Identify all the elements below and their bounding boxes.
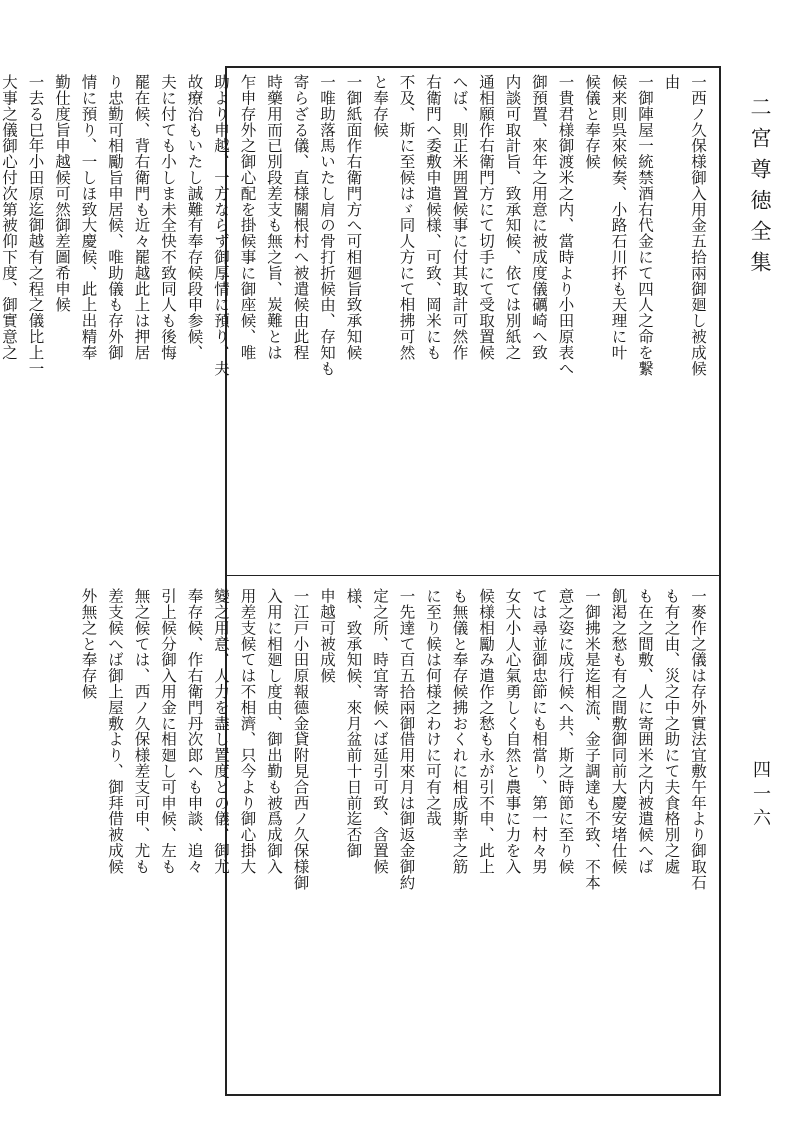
text-column: 入用に相廻し度由、御出勤も被爲成御入 bbox=[265, 588, 283, 875]
series-title: 二宮尊徳全集 bbox=[748, 96, 772, 282]
text-column: へば、則正米囲置候事に付其取計可然作 bbox=[450, 74, 469, 361]
text-column: 候来則呉來候奏、小路石川抔も天理に叶 bbox=[609, 74, 628, 361]
text-column: 大事之儀御心付次第被仰下度、御實意之 bbox=[0, 74, 18, 361]
text-column: 一御陣屋一統禁酒右代金にて四人之命を繋 bbox=[636, 74, 654, 377]
text-column: 乍申存外之御心配を掛候事に御座候、唯 bbox=[238, 74, 257, 361]
text-column: 女大小人心氣勇しく自然と農事に力を入 bbox=[503, 588, 522, 875]
text-column: 故療治もいたし誠難有奉存候段申参候、 bbox=[185, 74, 204, 361]
text-column: 通相願作右衛門方にて切手にて受取置候 bbox=[477, 74, 495, 361]
text-column: 引上候分御入用金に相廻し可申候、左も bbox=[159, 588, 177, 875]
text-column: も無儀と奉存候拂おくれに相成斯幸之筋 bbox=[450, 588, 469, 875]
text-column: 用差支候ては不相濟、只今より御心掛大 bbox=[238, 588, 257, 875]
text-column: 時藥用而已別段差支も無之旨、炭難とは bbox=[265, 74, 283, 361]
text-column: 夫に付ても小しま未全快不致同人も後悔 bbox=[159, 74, 177, 361]
text-column: 一先達て百五拾兩御借用來月は御返金御約 bbox=[397, 588, 416, 891]
text-column: 無之候ては、西ノ久保様差支可申、尤も bbox=[132, 588, 151, 875]
text-column: 様、致承知候、來月盆前十日前迄否御 bbox=[344, 588, 363, 859]
text-column: 變之用意、人力を盡し置度との儀、御尤 bbox=[212, 588, 230, 875]
text-column: 御預置、來年之用意に被成度儀礪崎へ致 bbox=[530, 74, 548, 361]
text-column: 一御紙面作右衛門方へ可相廻旨致承知候 bbox=[344, 74, 363, 361]
text-column: に至り候は何様之わけに可有之哉 bbox=[424, 588, 442, 827]
text-column: 候様相勵み遣作之愁も永が引不申、此上 bbox=[477, 588, 495, 875]
text-column: 情に預り、一しほ致大慶候、此上出精奉 bbox=[79, 74, 98, 361]
text-frame bbox=[0, 66, 721, 1096]
text-column: 定之所、時宜寄候へば延引可致、含置候 bbox=[371, 588, 389, 875]
text-column: 不及、斯に至候はゞ同人方にて相拂可然 bbox=[397, 74, 416, 361]
text-column: も在之間敷、人に寄囲米之内被遣候へば bbox=[636, 588, 654, 875]
text-column: 差支候へば御上屋敷より、御拜借被成候 bbox=[106, 588, 124, 875]
text-column: 奉存候、作右衛門丹次郎へも申談、追々 bbox=[185, 588, 204, 875]
upper-tier bbox=[0, 68, 719, 576]
text-column: 一御拂米是迄相流、金子調達も不致、不本 bbox=[583, 588, 601, 891]
text-column: 候儀と奉存候 bbox=[583, 74, 601, 170]
text-column: 助より申越、一方ならず御厚情に預り、夫 bbox=[212, 74, 230, 377]
lower-tier bbox=[79, 578, 719, 1094]
text-column: り忠勤可相勵旨申居候、唯助儀も存外御 bbox=[106, 74, 124, 361]
text-column: 寄らざる儀、直様關根村へ被遣候由此程 bbox=[291, 74, 310, 361]
text-column: も有之由、災之中之助にて夫食格別之處 bbox=[662, 588, 681, 875]
text-column: 勤仕度旨申越候可然御差圖希申候 bbox=[53, 74, 71, 313]
text-column: 一唯助落馬いたし肩の骨打折候由、存知も bbox=[318, 74, 336, 377]
text-column: 外無之と奉存候 bbox=[79, 588, 98, 700]
text-column: 一去る巳年小田原迄御越有之程之儀比上一 bbox=[26, 74, 45, 377]
text-column: 右衛門へ委敷申遣候様、可致、岡米にも bbox=[424, 74, 442, 361]
text-column: 一貴君様御渡米之内、當時より小田原表へ bbox=[556, 74, 575, 377]
text-column: 一麥作之儀は存外實法宜敷午年より御取石 bbox=[689, 588, 707, 891]
text-column: 罷在候、背右衛門も近々罷越此上は押居 bbox=[132, 74, 151, 361]
text-column: 申越可被成候 bbox=[318, 588, 336, 684]
text-column: 一西ノ久保様御入用金五拾兩御廻し被成候 bbox=[689, 74, 707, 377]
text-column: ては尋並御忠節にも相當り、第一村々男 bbox=[530, 588, 548, 875]
text-column: と奉存候 bbox=[371, 74, 389, 138]
page-number: 四一六 bbox=[750, 760, 771, 832]
text-column: 意之姿に成行候へ共、斯之時節に至り候 bbox=[556, 588, 575, 875]
text-column: 飢渇之愁も有之間敷御同前大慶安堵仕候 bbox=[609, 588, 628, 875]
text-column: 内談可取計旨、致承知候、依ては別紙之 bbox=[503, 74, 522, 361]
text-column: 一江戸小田原報德金貸附見合西ノ久保様御 bbox=[291, 588, 310, 891]
text-column: 由 bbox=[662, 74, 681, 90]
